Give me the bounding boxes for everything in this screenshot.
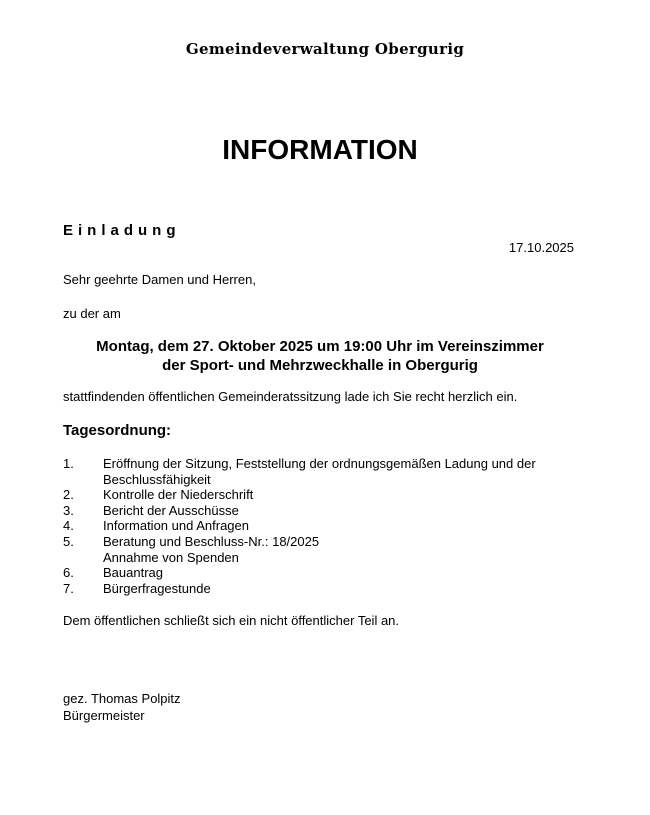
agenda-item-line: Annahme von Spenden	[103, 549, 239, 565]
event-location-line: der Sport- und Mehrzweckhalle in Obergurig	[162, 357, 478, 374]
document-title: INFORMATION	[222, 134, 418, 165]
subject-heading: Einladung	[63, 222, 181, 239]
agenda-item-text	[103, 518, 583, 534]
agenda-item-number: 3.	[63, 502, 74, 518]
agenda-item-text	[103, 581, 583, 597]
agenda-item-line: Beratung und Beschluss-Nr.: 18/2025	[103, 533, 320, 549]
signature-block	[63, 690, 181, 724]
agenda-item	[63, 581, 583, 597]
agenda-item-number: 2.	[63, 487, 74, 503]
agenda-item-text	[103, 503, 583, 519]
agenda-item	[63, 534, 583, 565]
event-date-line: Montag, dem 27. Oktober 2025 um 19:00 Uhr im Vereinszimmer	[96, 338, 544, 355]
intro-text: zu der am	[63, 306, 121, 321]
agenda-item-number: 7.	[63, 580, 74, 596]
agenda-list	[63, 456, 583, 596]
letterhead: Gemeindeverwaltung Obergurig	[185, 40, 465, 58]
agenda-item-line: Eröffnung der Sitzung, Feststellung der ordnungsgemäßen Ladung und der	[103, 456, 536, 471]
agenda-item-line: Bericht der Ausschüsse	[103, 502, 239, 518]
closing-text: Dem öffentlichen schließt sich ein nicht öffentlicher Teil an.	[63, 613, 400, 628]
signatory-role: Bürgermeister	[63, 708, 145, 723]
agenda-item-line: Beschlussfähigkeit	[103, 471, 211, 487]
agenda-item	[63, 487, 583, 503]
agenda-item	[63, 565, 583, 581]
event-details	[0, 337, 640, 375]
agenda-item	[63, 503, 583, 519]
agenda-item-number: 5.	[63, 533, 74, 549]
agenda-item-number: 6.	[63, 565, 74, 581]
agenda-item-text	[103, 487, 583, 503]
agenda-item-text	[103, 534, 583, 565]
agenda-item-text	[103, 456, 583, 487]
salutation: Sehr geehrte Damen und Herren,	[63, 272, 256, 287]
agenda-item-line: Bürgerfragestunde	[103, 580, 211, 596]
signatory-name: gez. Thomas Polpitz	[63, 691, 181, 706]
agenda-item	[63, 518, 583, 534]
agenda-item-number: 1.	[63, 456, 74, 471]
agenda-item-line: Kontrolle der Niederschrift	[103, 487, 254, 503]
agenda-heading: Tagesordnung:	[63, 422, 172, 439]
agenda-item-text	[103, 565, 583, 581]
agenda-item-number: 4.	[63, 518, 74, 534]
invitation-text: stattfindenden öffentlichen Gemeinderatssitzung lade ich Sie recht herzlich ein.	[63, 389, 518, 404]
agenda-item-line: Information und Anfragen	[103, 518, 249, 534]
agenda-item	[63, 456, 583, 487]
document-date: 17.10.2025	[508, 240, 574, 255]
agenda-item-line: Bauantrag	[103, 565, 163, 581]
